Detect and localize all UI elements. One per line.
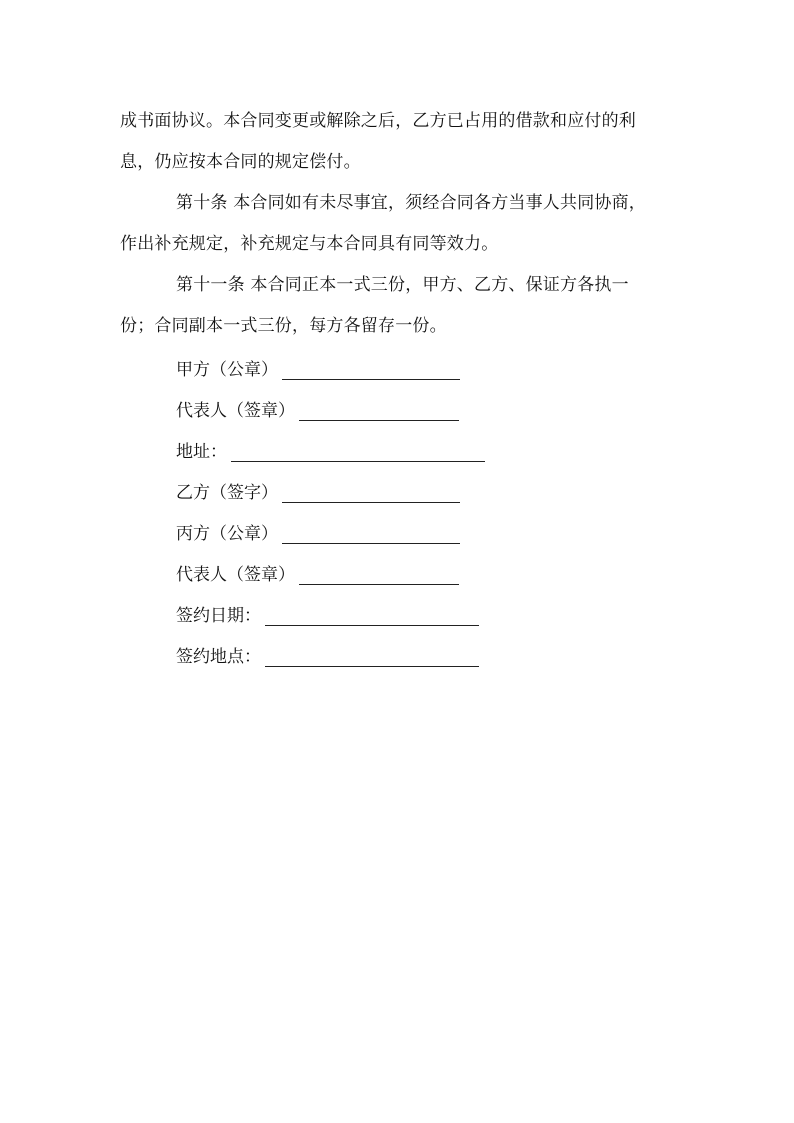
signature-address (120, 429, 680, 470)
signature-label: 签约地点： (176, 647, 261, 667)
signature-blank-line[interactable] (265, 644, 479, 667)
signature-blank-line[interactable] (299, 398, 459, 421)
signature-party-a-representative (120, 388, 680, 429)
signature-party-c-representative (120, 552, 680, 593)
contract-body (120, 101, 680, 675)
signature-party-b (120, 470, 680, 511)
article-eleven-line: 第十一条 本合同正本一式三份，甲方、乙方、保证方各执一 (176, 275, 629, 295)
paragraph-line: 作出补充规定，补充规定与本合同具有同等效力。 (120, 234, 499, 254)
signature-label: 丙方（公章） (176, 524, 278, 544)
signature-blank-line[interactable] (265, 603, 479, 626)
signature-blank-line[interactable] (282, 480, 460, 503)
paragraph-line: 份；合同副本一式三份，每方各留存一份。 (120, 316, 447, 336)
signature-blank-line[interactable] (299, 562, 459, 585)
signature-label: 签约日期： (176, 606, 261, 626)
signature-date (120, 593, 680, 634)
signature-label: 代表人（签章） (176, 565, 295, 585)
signature-label: 甲方（公章） (176, 360, 278, 380)
signature-place (120, 634, 680, 675)
signature-blank-line[interactable] (231, 439, 485, 462)
signature-label: 代表人（签章） (176, 401, 295, 421)
signature-label: 地址： (176, 442, 227, 462)
signature-party-a (120, 347, 680, 388)
paragraph-line: 成书面协议。本合同变更或解除之后，乙方已占用的借款和应付的利 (120, 111, 636, 131)
article-ten-line: 第十条 本合同如有未尽事宜，须经合同各方当事人共同协商， (176, 193, 647, 213)
signature-blank-line[interactable] (282, 357, 460, 380)
signature-blank-line[interactable] (282, 521, 460, 544)
signature-label: 乙方（签字） (176, 483, 278, 503)
paragraph-line: 息，仍应按本合同的规定偿付。 (120, 152, 361, 172)
signature-party-c (120, 511, 680, 552)
